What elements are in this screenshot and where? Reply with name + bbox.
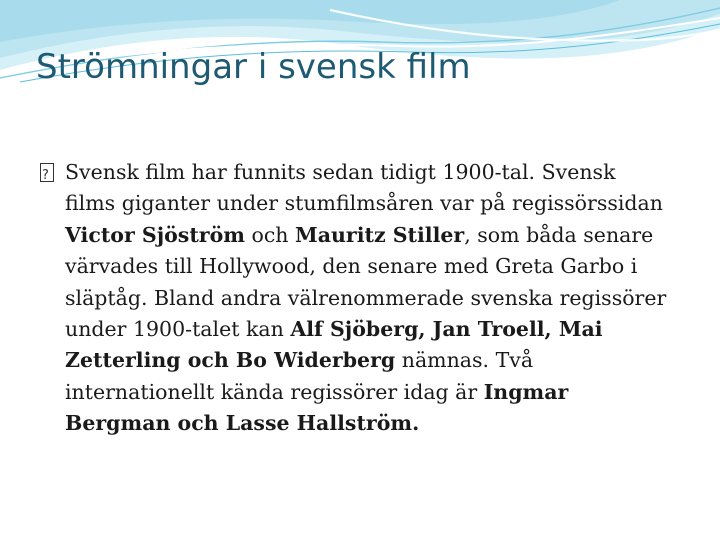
- text-run: nämnas. Två internationellt kända regissörer idag är: [65, 348, 534, 404]
- slide-title: Strömningar i svensk film: [36, 47, 471, 87]
- text-run-bold: Victor Sjöström: [65, 222, 245, 247]
- text-run: , som båda senare värvades till Hollywood, den senare med Greta Garbo i släptåg. Bland andra välrenommerade svenska regissörer under 1900-talet kan: [65, 222, 667, 342]
- text-run-bold: Mauritz Stiller: [295, 222, 465, 247]
- text-run-bold: Alf Sjöberg, Jan Troell, Mai Zetterling och Bo Widerberg: [65, 317, 603, 373]
- missing-glyph-icon: [40, 163, 54, 182]
- bullet-marker: [40, 157, 65, 188]
- text-run: Svensk film har funnits sedan tidigt 1900-tal. Svensk films giganter under stumfilmsåren var på regissörssidan: [65, 160, 663, 216]
- slide-body: [40, 157, 670, 440]
- text-run: och: [244, 222, 296, 247]
- bullet-paragraph: [40, 157, 670, 440]
- text-run-bold: Ingmar Bergman och Lasse Hallström.: [65, 379, 569, 436]
